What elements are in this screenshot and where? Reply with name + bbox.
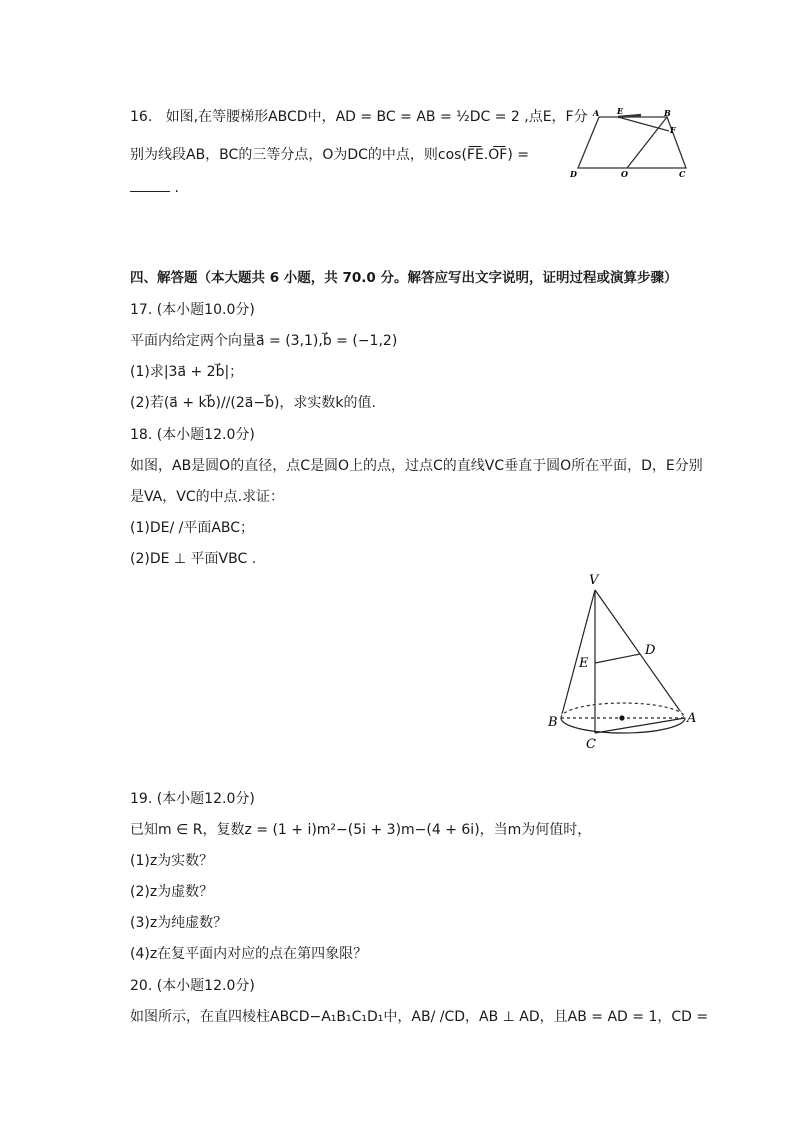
q16-line-2	[130, 145, 529, 165]
q19-text-4: (3)z为纯虚数？	[130, 915, 228, 931]
q16-line-3	[130, 177, 179, 198]
fig1-label-d: D	[570, 169, 577, 179]
q20-header: 20. (本小题12.0分)	[130, 978, 255, 994]
q16-text-2: 别为线段AB，BC的三等分点，O为DC的中点，则cos(F͞E.O͞F) =	[130, 147, 529, 163]
q16-text-1: 如图,在等腰梯形ABCD中，AD = BC = AB = ½DC = 2 ,点E，F分	[165, 109, 588, 125]
q18-text-1: 如图，AB是圆O的直径，点C是圆O上的点，过点C的直线VC垂直于圆O所在平面，D，E分别	[130, 458, 703, 474]
q19-text-1: 已知m ∈ R，复数z = (1 + i)m²−(5i + 3)m−(4 + 6i)，当m为何值时，	[130, 822, 592, 838]
trapezoid-figure	[566, 105, 696, 183]
q18-text-2: 是VA，VC的中点.求证：	[130, 489, 285, 505]
fig2-label-b: B	[548, 715, 558, 730]
fig2-label-v: V	[589, 573, 599, 588]
fig2-label-e: E	[579, 656, 589, 671]
section-title: 四、解答题（本大题共 6 小题，共 70.0 分。解答应写出文字说明，证明过程或演算步骤）	[130, 270, 678, 286]
q19-text-3: (2)z为虚数？	[130, 884, 214, 900]
q19-text-5: (4)z在复平面内对应的点在第四象限？	[130, 946, 368, 962]
fig1-label-a: A	[593, 108, 600, 118]
q18-text-4: (2)DE ⊥ 平面VBC .	[130, 551, 257, 567]
fig1-label-f: F	[670, 125, 676, 135]
q18-header: 18. (本小题12.0分)	[130, 427, 255, 443]
q17-text-1: 平面内给定两个向量a⃗ = (3,1),b⃗ = (−1,2)	[130, 333, 398, 349]
q20-text-1: 如图所示，在直四棱柱ABCD−A₁B₁C₁D₁中，AB/ /CD，AB ⊥ AD，且AB = AD = 1，CD =	[130, 1009, 709, 1025]
fig2-label-d: D	[645, 643, 656, 658]
answer-blank	[130, 177, 170, 192]
q18-text-3: (1)DE/ /平面ABC；	[130, 520, 255, 536]
q19-header: 19. (本小题12.0分)	[130, 791, 255, 807]
fig1-label-e: E	[617, 106, 624, 116]
q17-header: 17. (本小题10.0分)	[130, 302, 255, 318]
q16-text-3: .	[174, 180, 179, 196]
fig2-label-a: A	[687, 711, 697, 726]
fig2-label-c: C	[586, 737, 596, 752]
q17-text-3: (2)若(a⃗ + kb⃗)//(2a⃗−b⃗)，求实数k的值.	[130, 395, 376, 411]
q19-text-2: (1)z为实数？	[130, 853, 214, 869]
fig1-label-c: C	[679, 169, 686, 179]
q16-number: 16.	[130, 109, 153, 125]
fig1-label-b: B	[664, 108, 671, 118]
fig1-label-o: O	[621, 169, 628, 179]
q17-text-2: (1)求|3a⃗ + 2b⃗|；	[130, 364, 244, 380]
q16-line-1	[130, 107, 588, 127]
cone-figure	[540, 568, 710, 758]
